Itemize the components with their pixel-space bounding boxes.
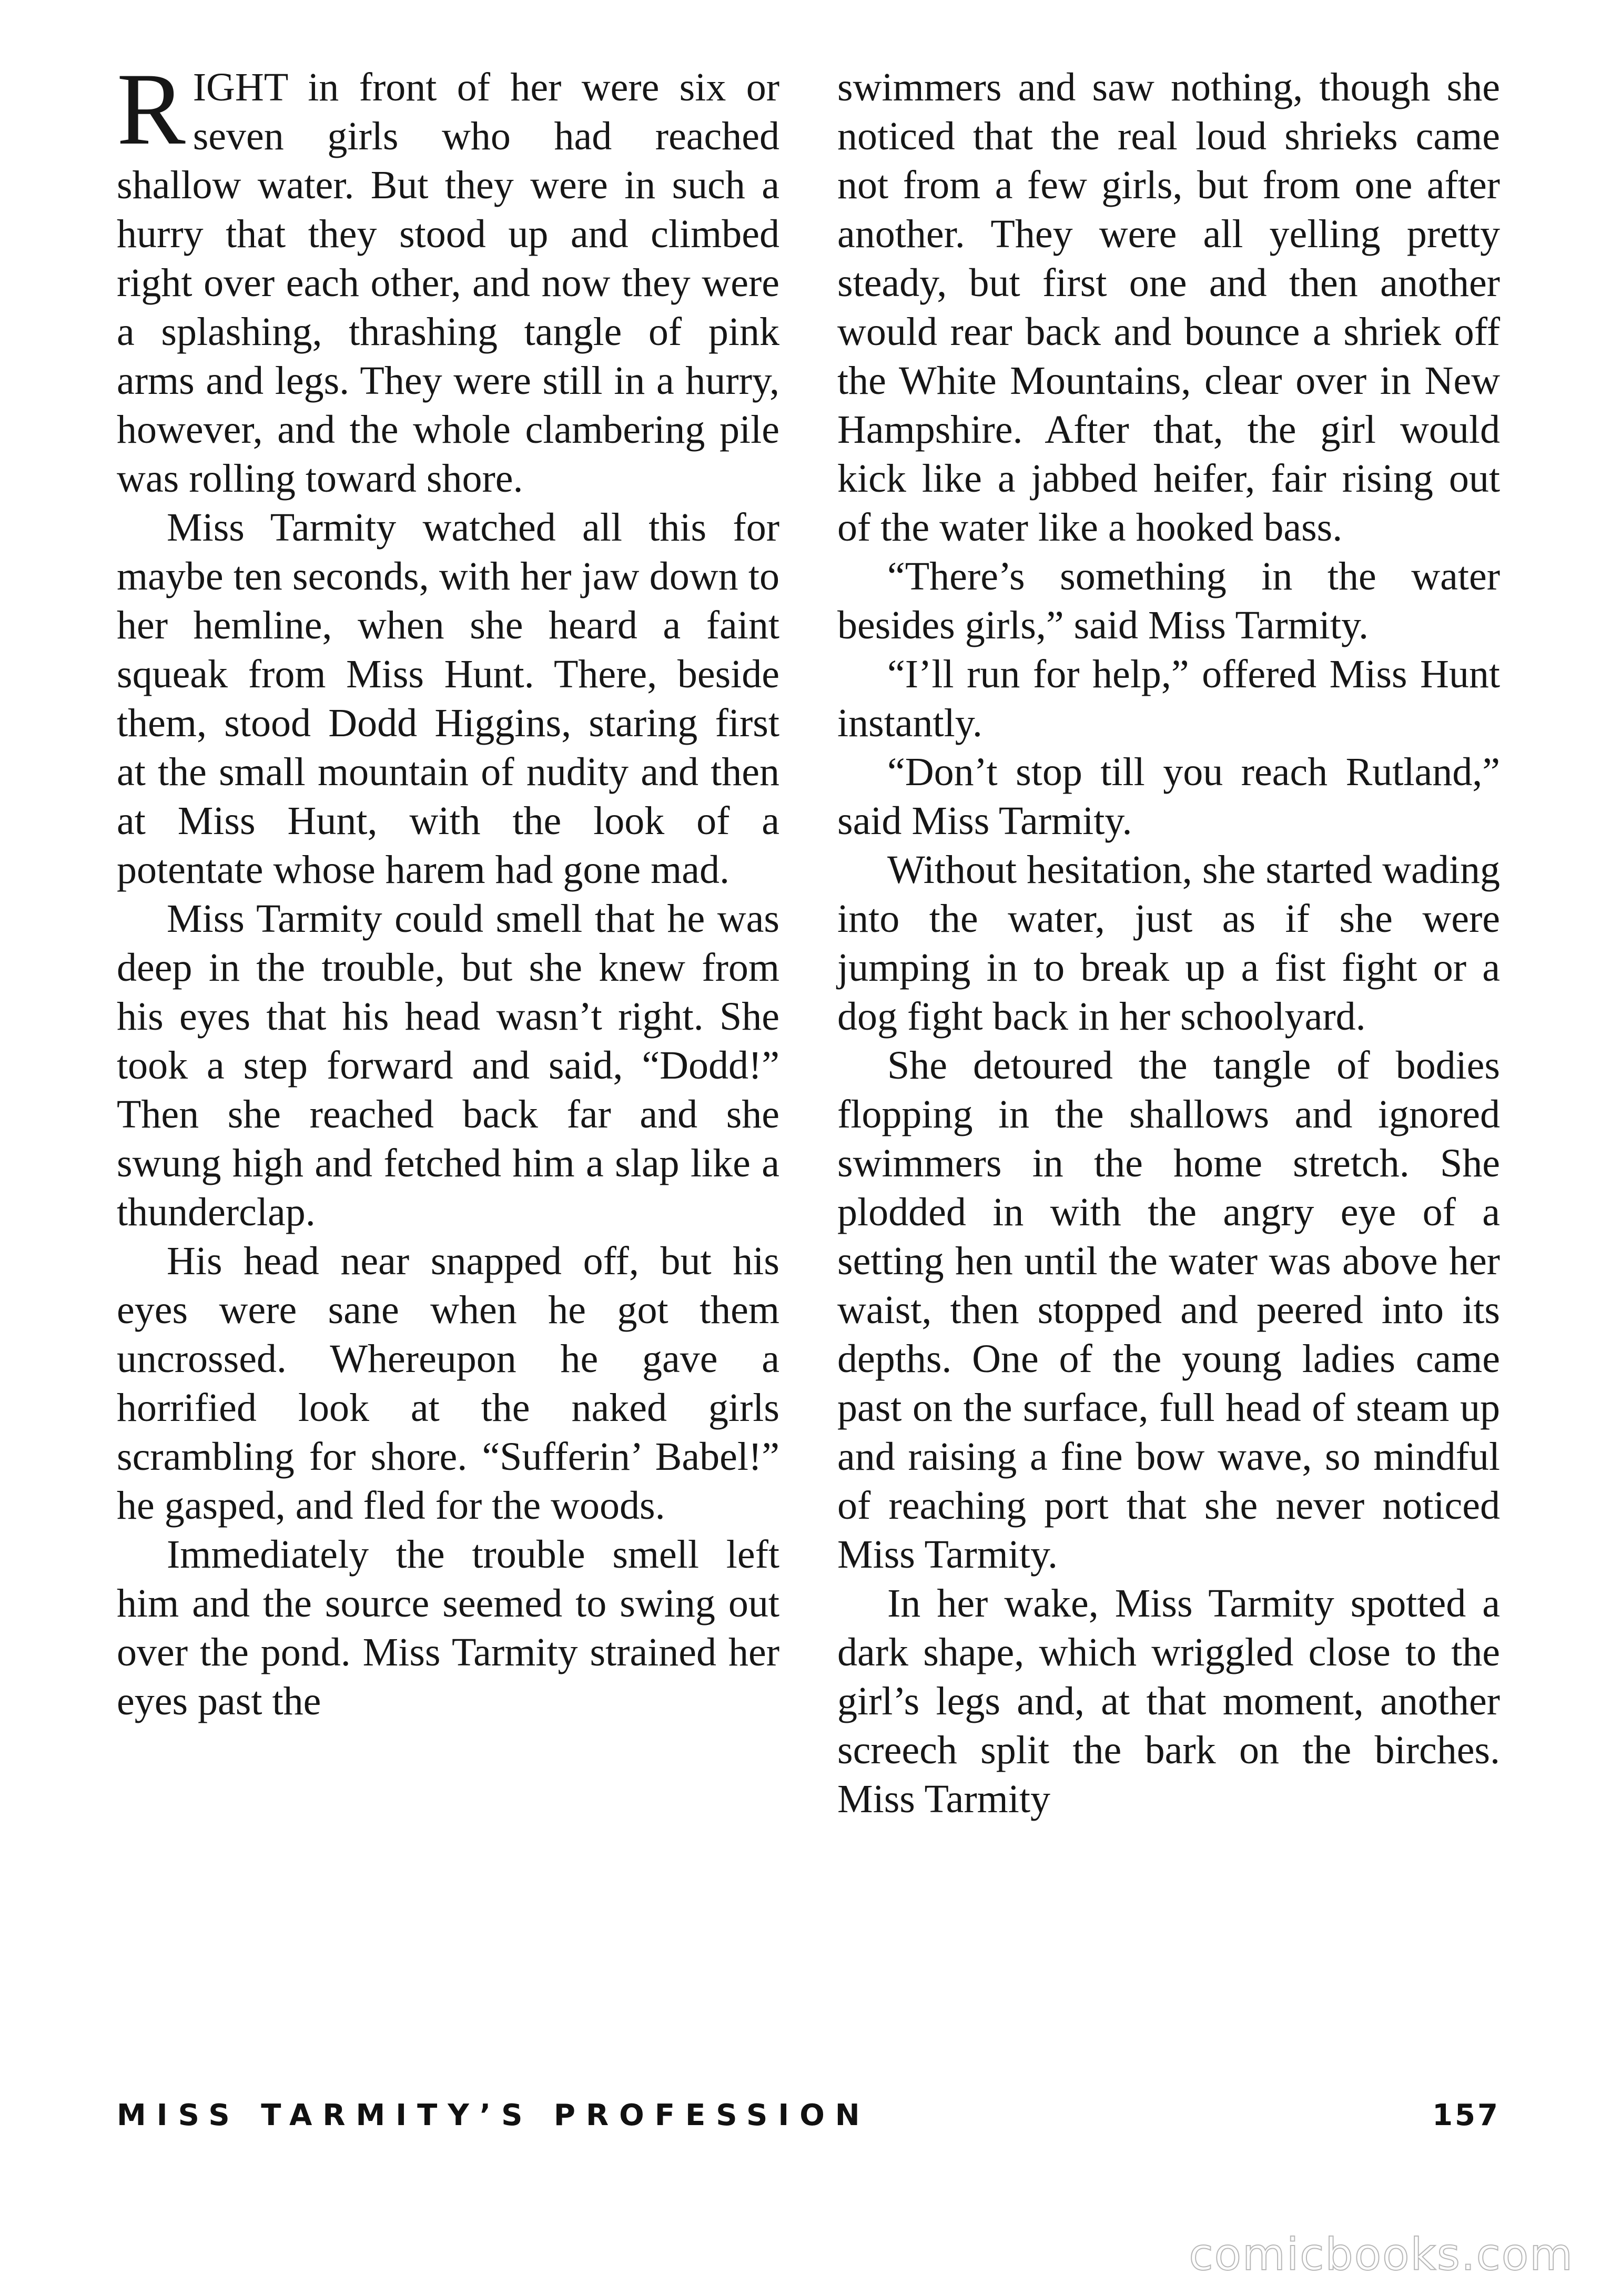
paragraph: She detoured the tangle of bodies flopping in the shallows and ignored swimmers in the home stretch. She plodded in with the angry eye of a setting hen until the water was above her waist, then stopped and peered into its depths. One of the young ladies came past on the surface, full head of steam up and raising a fine bow wave, so mindful of reaching port that she never noticed Miss Tarmity. <box>837 1043 1500 1577</box>
running-title: MISS TARMITY’S PROFESSION <box>117 2098 870 2132</box>
paragraph: In her wake, Miss Tarmity spotted a dark shape, which wriggled close to the girl’s legs and, at that moment, another screech split the bark on the birches. Miss Tarmity <box>837 1581 1500 1821</box>
opening-paragraph-text: IGHT in front of her were six or seven girls who had reached shallow water. But they were in such a hurry that they stood up and climbed right over each other, and now they were a splashing, thrashing tangle of pink arms and legs. They were still in a hurry, however, and the whole clambering pile was rolling toward shore. <box>117 65 779 501</box>
paragraph: His head near snapped off, but his eyes were sane when he got them uncrossed. Whereupon he gave a horrified look at the naked girls scrambling for shore. “Sufferin’ Babel!” he gasped, and fled for the woods. <box>117 1239 779 1528</box>
paragraph: Without hesitation, she started wading into the water, just as if she were jumping in to break up a fist fight or a dog fight back in her schoolyard. <box>837 848 1500 1039</box>
drop-cap: R <box>117 52 186 166</box>
paragraph: “There’s something in the water besides girls,” said Miss Tarmity. <box>837 554 1500 647</box>
right-column <box>837 63 1500 1824</box>
paragraph: Immediately the trouble smell left him and the source seemed to swing out over the pond. Miss Tarmity strained her eyes past the <box>117 1532 779 1723</box>
paragraph: “I’ll run for help,” offered Miss Hunt instantly. <box>837 652 1500 745</box>
left-column <box>117 52 779 1726</box>
opening-paragraph <box>117 52 779 503</box>
continued-paragraph: swimmers and saw nothing, though she noticed that the real loud shrieks came not from a few girls, but from one after another. They were all yelling pretty steady, but first one and then another would rear back and bounce a shriek off the White Mountains, clear over in New Hampshire. After that, the girl would kick like a jabbed heifer, fair rising out of the water like a hooked bass. <box>837 65 1500 550</box>
paragraph: Miss Tarmity watched all this for maybe ten seconds, with her jaw down to her hemline, when she heard a faint squeak from Miss Hunt. There, beside them, stood Dodd Higgins, staring first at the small mountain of nudity and then at Miss Hunt, with the look of a potentate whose harem had gone mad. <box>117 505 779 892</box>
paragraph: “Don’t stop till you reach Rutland,” said Miss Tarmity. <box>837 750 1500 843</box>
page-number: 157 <box>1432 2098 1500 2132</box>
watermark: comicbooks.com <box>1189 2229 1574 2280</box>
page-footer <box>117 2098 1500 2146</box>
paragraph: Miss Tarmity could smell that he was deep in the trouble, but she knew from his eyes that his head wasn’t right. She took a step forward and said, “Dodd!” Then she reached back far and she swung high and fetched him a slap like a thunderclap. <box>117 897 779 1234</box>
